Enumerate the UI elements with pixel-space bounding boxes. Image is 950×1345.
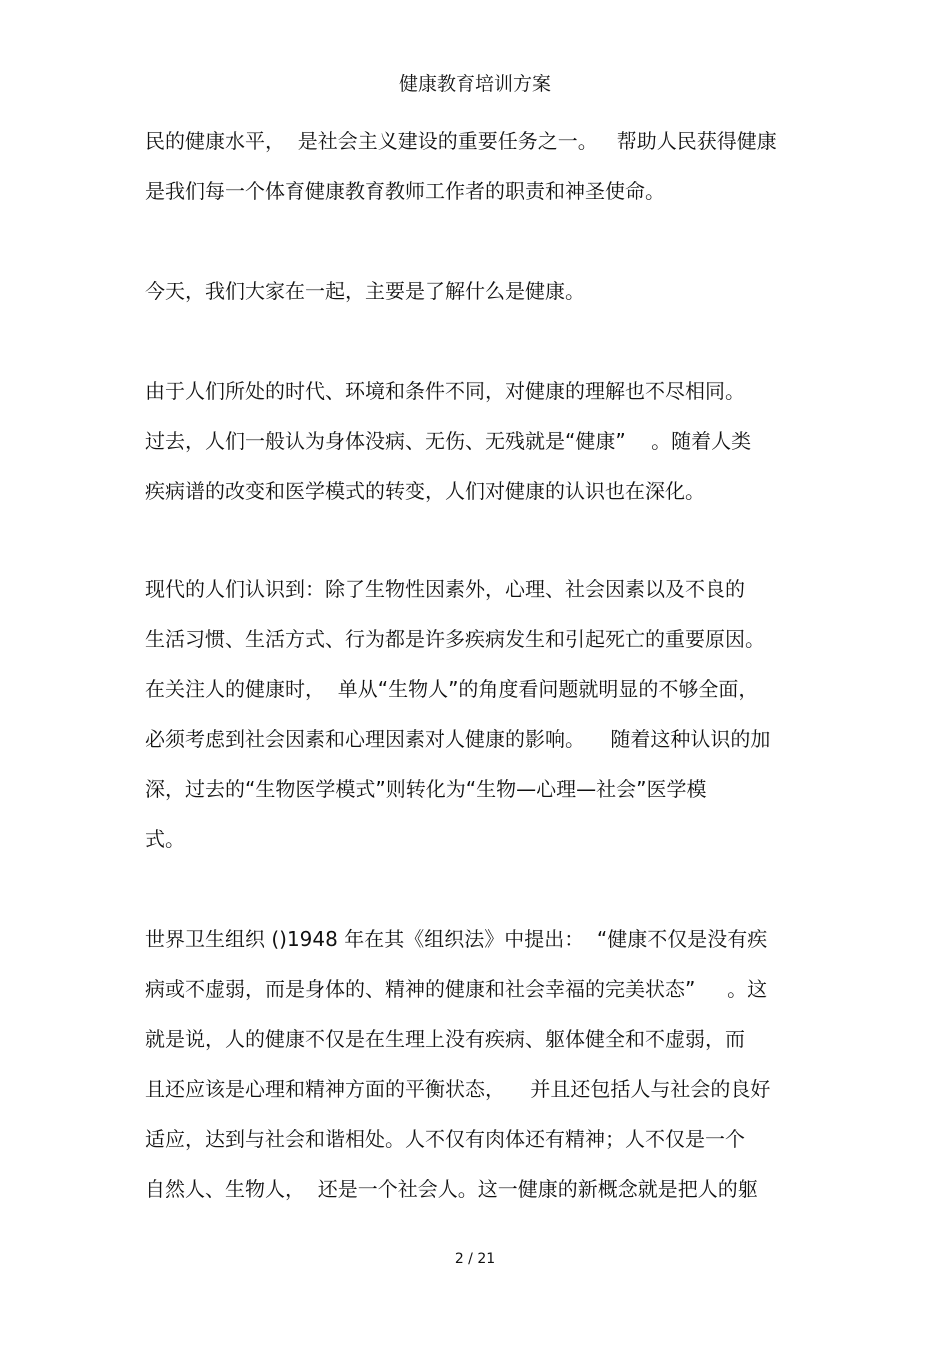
body-line: 是我们每一个体育健康教育教师工作者的职责和神圣使命。 xyxy=(145,179,665,203)
body-line: 今天，我们大家在一起，主要是了解什么是健康。 xyxy=(145,279,585,303)
body-line: 世界卫生组织 ()1948 年在其《组织法》中提出： “健康不仅是没有疾 xyxy=(145,927,768,951)
body-line: 生活习惯、生活方式、行为都是许多疾病发生和引起死亡的重要原因。 xyxy=(145,627,765,651)
page-header-title: 健康教育培训方案 xyxy=(398,73,551,95)
body-line: 深，过去的“生物医学模式”则转化为“生物—心理—社会”医学模 xyxy=(145,777,707,801)
body-line: 由于人们所处的时代、环境和条件不同，对健康的理解也不尽相同。 xyxy=(145,379,745,403)
body-line: 适应，达到与社会和谐相处。人不仅有肉体还有精神；人不仅是一个 xyxy=(145,1127,745,1151)
body-line: 民的健康水平， 是社会主义建设的重要任务之一。 帮助人民获得健康 xyxy=(145,129,777,153)
body-line: 病或不虚弱，而是身体的、精神的健康和社会幸福的完美状态” 。这 xyxy=(145,977,768,1001)
body-line: 且还应该是心理和精神方面的平衡状态， 并且还包括人与社会的良好 xyxy=(145,1077,771,1101)
page-number: 2 / 21 xyxy=(454,1251,496,1267)
body-line: 过去，人们一般认为身体没病、无伤、无残就是“健康” 。随着人类 xyxy=(145,429,752,453)
body-line: 式。 xyxy=(145,827,185,851)
body-line: 就是说，人的健康不仅是在生理上没有疾病、躯体健全和不虚弱，而 xyxy=(145,1027,745,1051)
body-line: 在关注人的健康时， 单从“生物人”的角度看问题就明显的不够全面， xyxy=(145,677,759,701)
body-line: 必须考虑到社会因素和心理因素对人健康的影响。 随着这种认识的加 xyxy=(145,727,771,751)
body-line: 现代的人们认识到：除了生物性因素外，心理、社会因素以及不良的 xyxy=(145,577,745,601)
body-line: 自然人、生物人， 还是一个社会人。这一健康的新概念就是把人的躯 xyxy=(145,1177,758,1201)
body-line: 疾病谱的改变和医学模式的转变，人们对健康的认识也在深化。 xyxy=(145,479,705,503)
